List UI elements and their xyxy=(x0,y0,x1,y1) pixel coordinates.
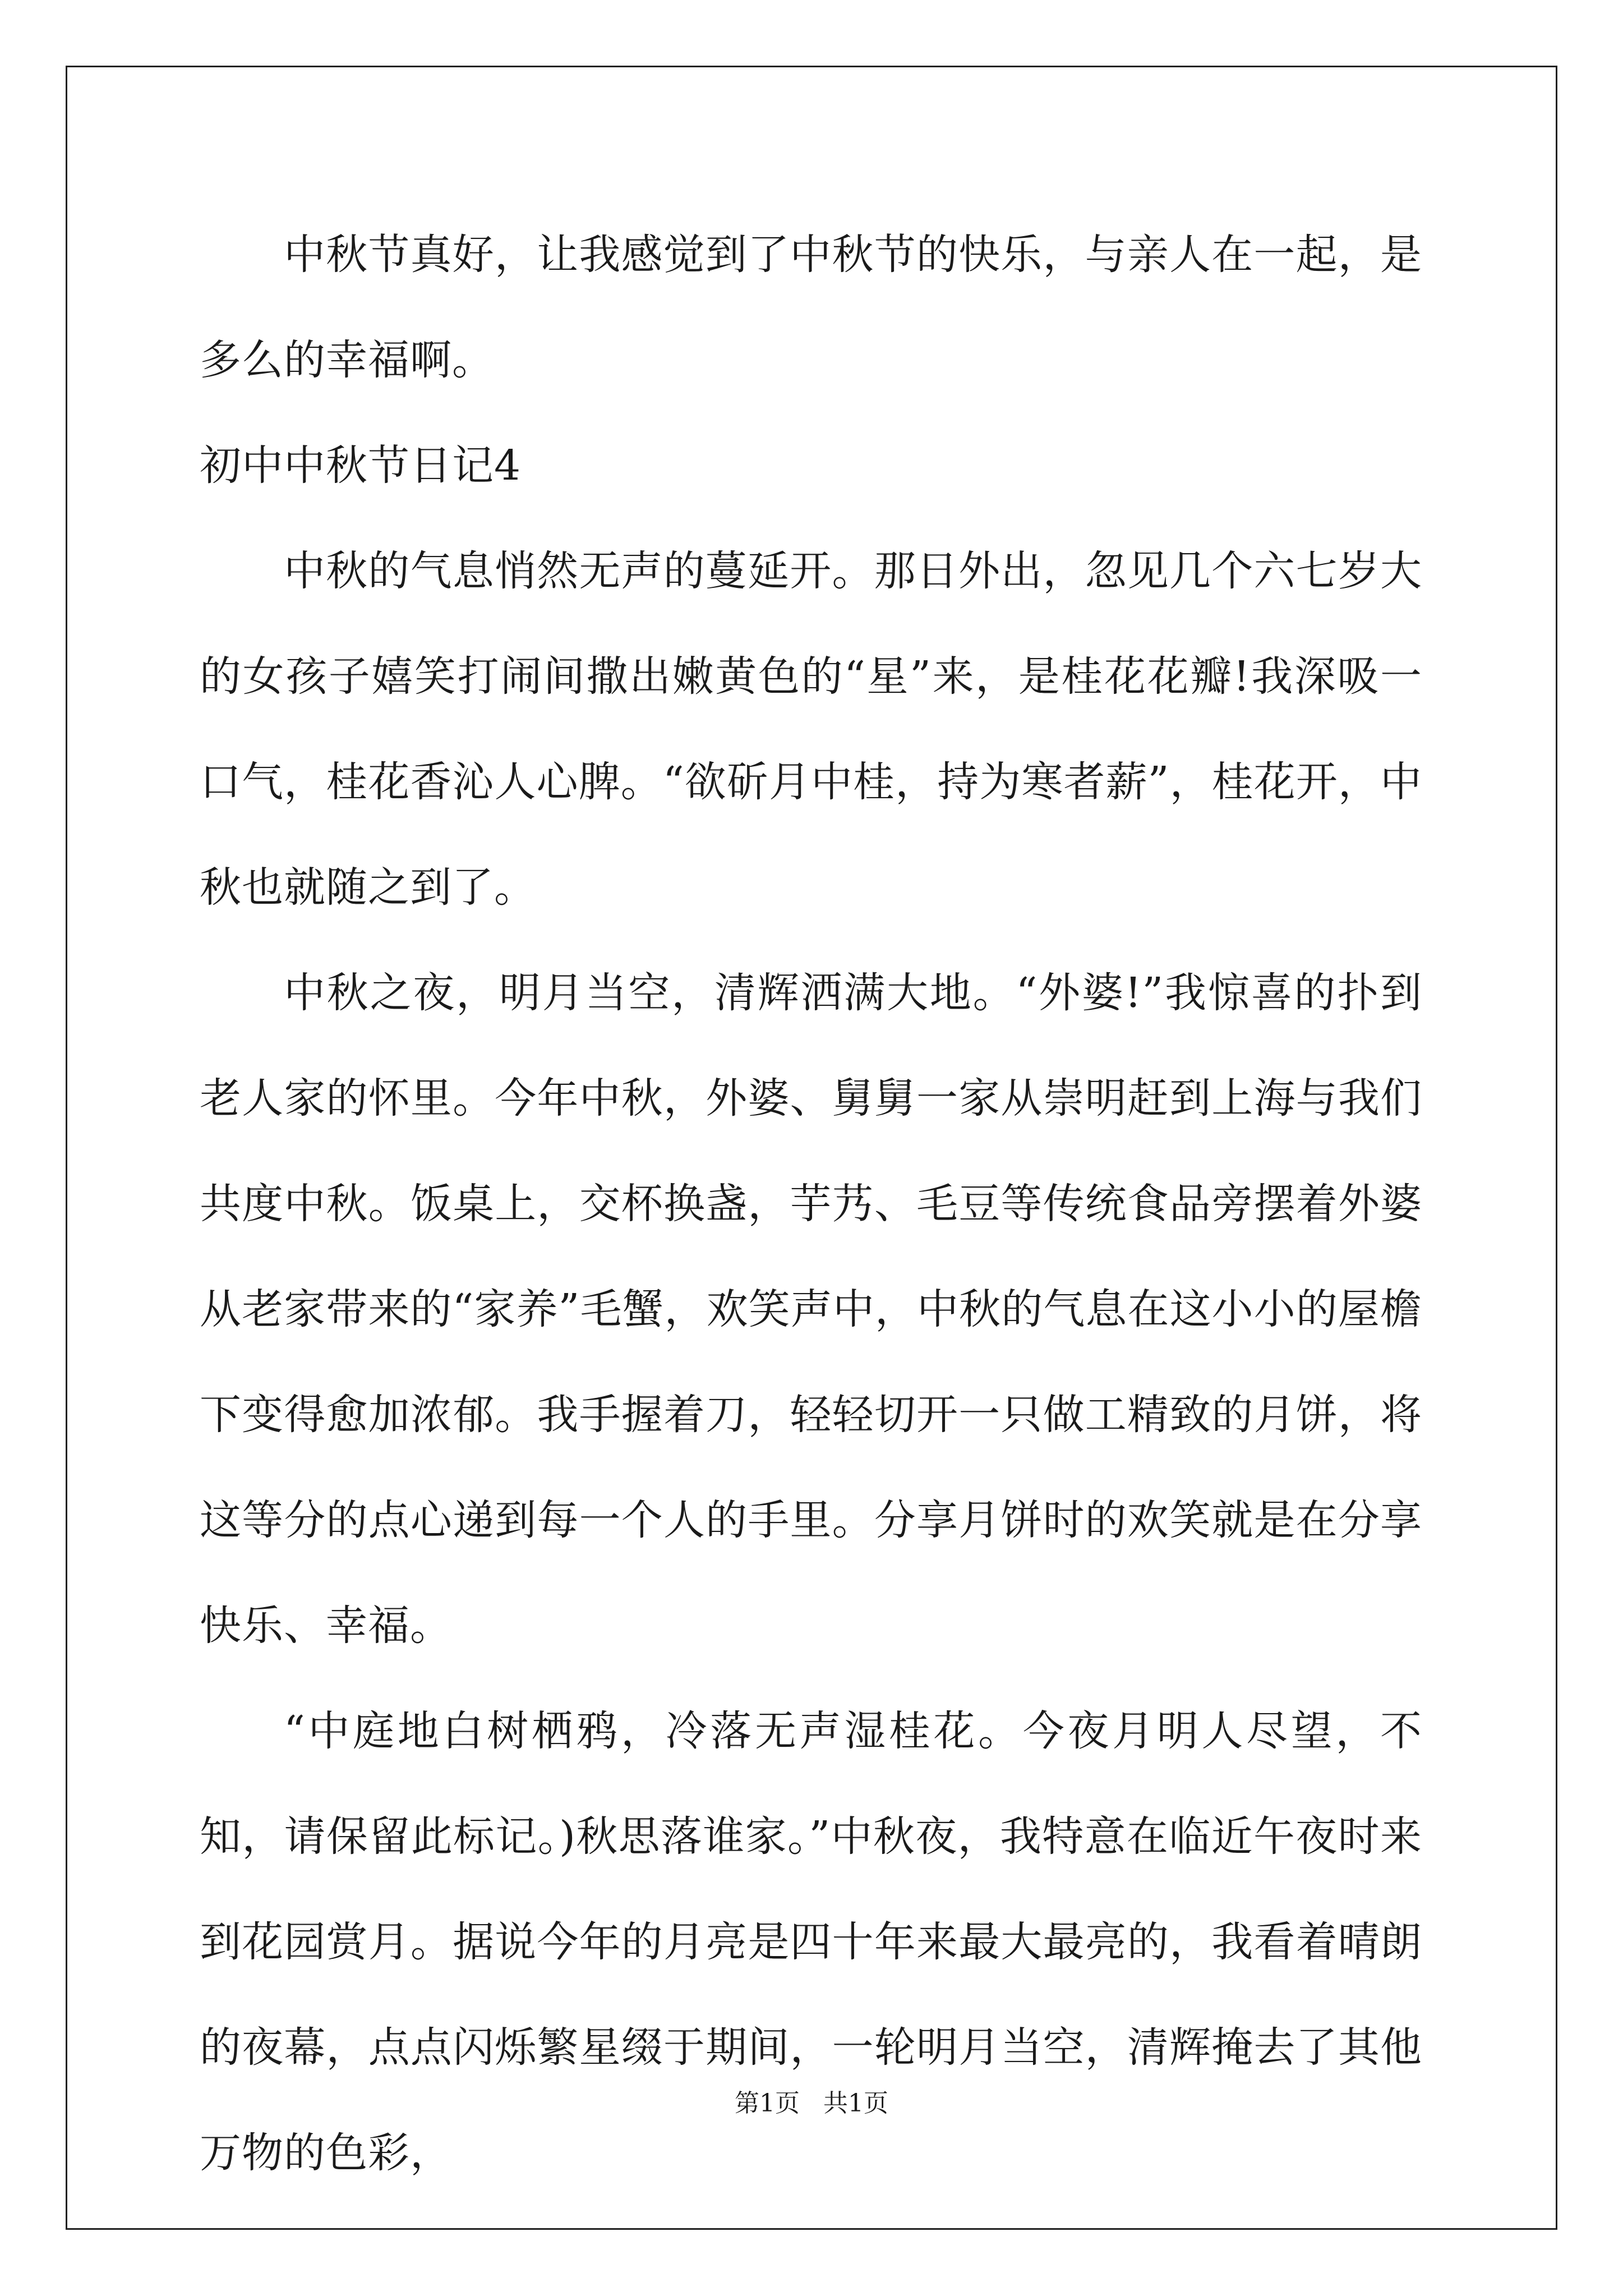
page-number: 第1页 xyxy=(735,2089,800,2118)
page-total: 共1页 xyxy=(823,2089,888,2118)
page-footer xyxy=(0,2087,1623,2120)
document-body xyxy=(200,202,1422,2206)
paragraph: 中秋的气息悄然无声的蔓延开。那日外出，忽见几个六七岁大的女孩子嬉笑打闹间撒出嫩黄色的“星”来，是桂花花瓣!我深吸一口气，桂花香沁人心脾。“欲斫月中桂，持为寒者薪”，桂花开，中秋也就随之到了。 xyxy=(200,547,1422,912)
paragraph: 中秋节真好，让我感觉到了中秋节的快乐，与亲人在一起，是多么的幸福啊。 xyxy=(200,231,1422,384)
paragraph: 中秋之夜，明月当空，清辉洒满大地。“外婆!”我惊喜的扑到老人家的怀里。今年中秋，外婆、舅舅一家从崇明赶到上海与我们共度中秋。饭桌上，交杯换盏，芋艿、毛豆等传统食品旁摆着外婆从老家带来的“家养”毛蟹，欢笑声中，中秋的气息在这小小的屋檐下变得愈加浓郁。我手握着刀，轻轻切开一只做工精致的月饼，将这等分的点心递到每一个人的手里。分享月饼时的欢笑就是在分享快乐、幸福。 xyxy=(200,969,1422,1650)
paragraph: “中庭地白树栖鸦，冷落无声湿桂花。今夜月明人尽望，不知，请保留此标记。)秋思落谁家。”中秋夜，我特意在临近午夜时来到花园赏月。据说今年的月亮是四十年来最大最亮的，我看着晴朗的夜幕，点点闪烁繁星缀于期间，一轮明月当空，清辉掩去了其他万物的色彩， xyxy=(200,1707,1422,2177)
section-heading: 初中中秋节日记4 xyxy=(200,441,522,490)
